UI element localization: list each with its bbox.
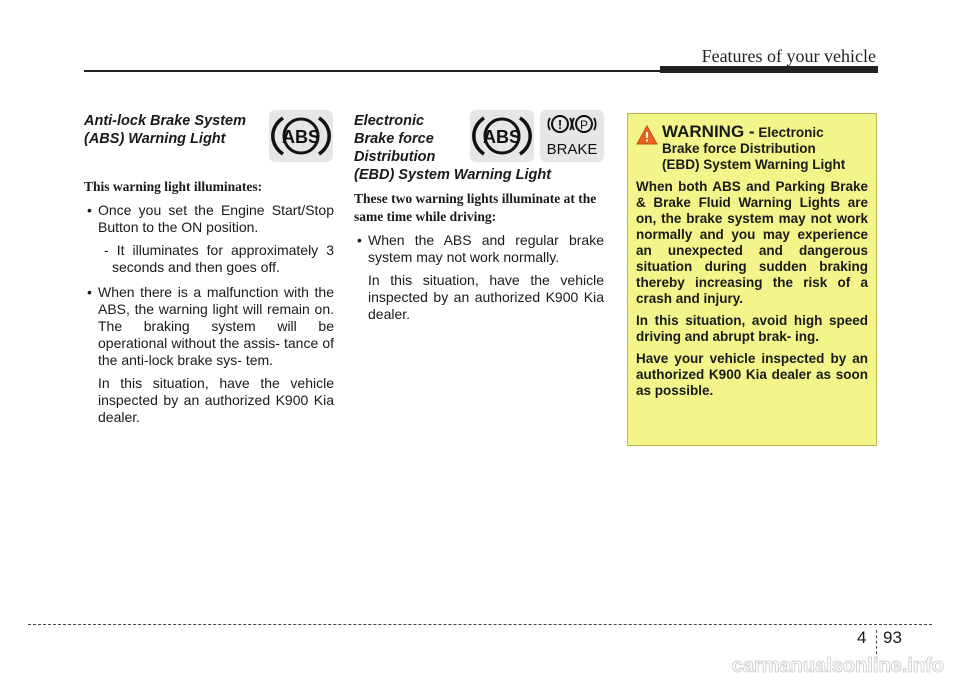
- abs-heading-line-2: (ABS) Warning Light: [84, 131, 226, 147]
- warning-paragraph-2: In this situation, avoid high speed driving and abrupt brak- ing.: [636, 313, 868, 344]
- abs-intro: This warning light illuminates:: [84, 179, 263, 194]
- ebd-intro: These two warning lights illuminate at the same time while driving:: [354, 191, 597, 224]
- ebd-heading-line-4: (EBD) System Warning Light: [354, 167, 552, 183]
- ebd-heading-line-2: Brake force: [354, 131, 434, 147]
- abs-bullet-1: • Once you set the Engine Start/Stop Button to the ON position.: [84, 202, 334, 236]
- ebd-bullet-1: • When the ABS and regular brake system may not work normally.: [354, 232, 604, 266]
- warning-paragraph-3: Have your vehicle inspected by an authorized K900 Kia dealer as soon as possible.: [636, 351, 868, 398]
- abs-icon-label-ebd: ABS: [482, 127, 522, 147]
- header-rule-accent: [660, 66, 878, 73]
- exclaim-icon: !: [557, 117, 563, 132]
- warning-title-line-3: (EBD) System Warning Light: [662, 157, 846, 172]
- abs-sub-item: - It illuminates for approximately 3 seconds and then goes off.: [104, 242, 334, 275]
- page-header-title: Features of your vehicle: [701, 46, 876, 66]
- footer-rule: [28, 624, 932, 625]
- warning-box: [627, 113, 877, 446]
- warning-title: [662, 124, 845, 173]
- abs-heading-line-1: Anti-lock Brake System: [84, 113, 246, 129]
- ebd-followup: In this situation, have the vehicle inspected by an authorized K900 Kia dealer.: [368, 272, 604, 322]
- warning-title-line-2: Brake force Distribution: [662, 141, 816, 156]
- warning-triangle-icon: [636, 125, 658, 145]
- page-number: 93: [883, 628, 902, 647]
- warning-label: WARNING -: [662, 122, 755, 141]
- abs-followup: In this situation, have the vehicle inspected by an authorized K900 Kia dealer.: [98, 375, 334, 425]
- chapter-number: 4: [857, 628, 867, 647]
- brake-icon-label: BRAKE: [546, 141, 598, 158]
- ebd-heading-line-1: Electronic: [354, 113, 425, 129]
- parking-icon: P: [579, 118, 589, 132]
- header-rule: [84, 70, 660, 72]
- abs-warning-light-icon: [269, 110, 333, 162]
- abs-icon-label: ABS: [281, 127, 321, 147]
- abs-warning-light-icon-ebd: [470, 110, 534, 162]
- ebd-heading-line-3: Distribution: [354, 149, 436, 165]
- brake-warning-light-icon: [540, 110, 604, 162]
- watermark-logo: [704, 652, 944, 676]
- abs-bullet-2: • When there is a malfunction with the ABS, the warning light will remain on. The braking system will be operational without the assis- tance of the anti-lock brake sys- tem.: [84, 284, 334, 369]
- warning-paragraph-1: When both ABS and Parking Brake & Brake Fluid Warning Lights are on, the brake system may not work normally and you may experience an unexpected and dangerous situation during sudden braking thereby increasing the risk of a crash and injury.: [636, 179, 868, 306]
- warning-title-line-1: Electronic: [758, 125, 824, 140]
- watermark-text: carmanualsonline.info: [731, 655, 944, 676]
